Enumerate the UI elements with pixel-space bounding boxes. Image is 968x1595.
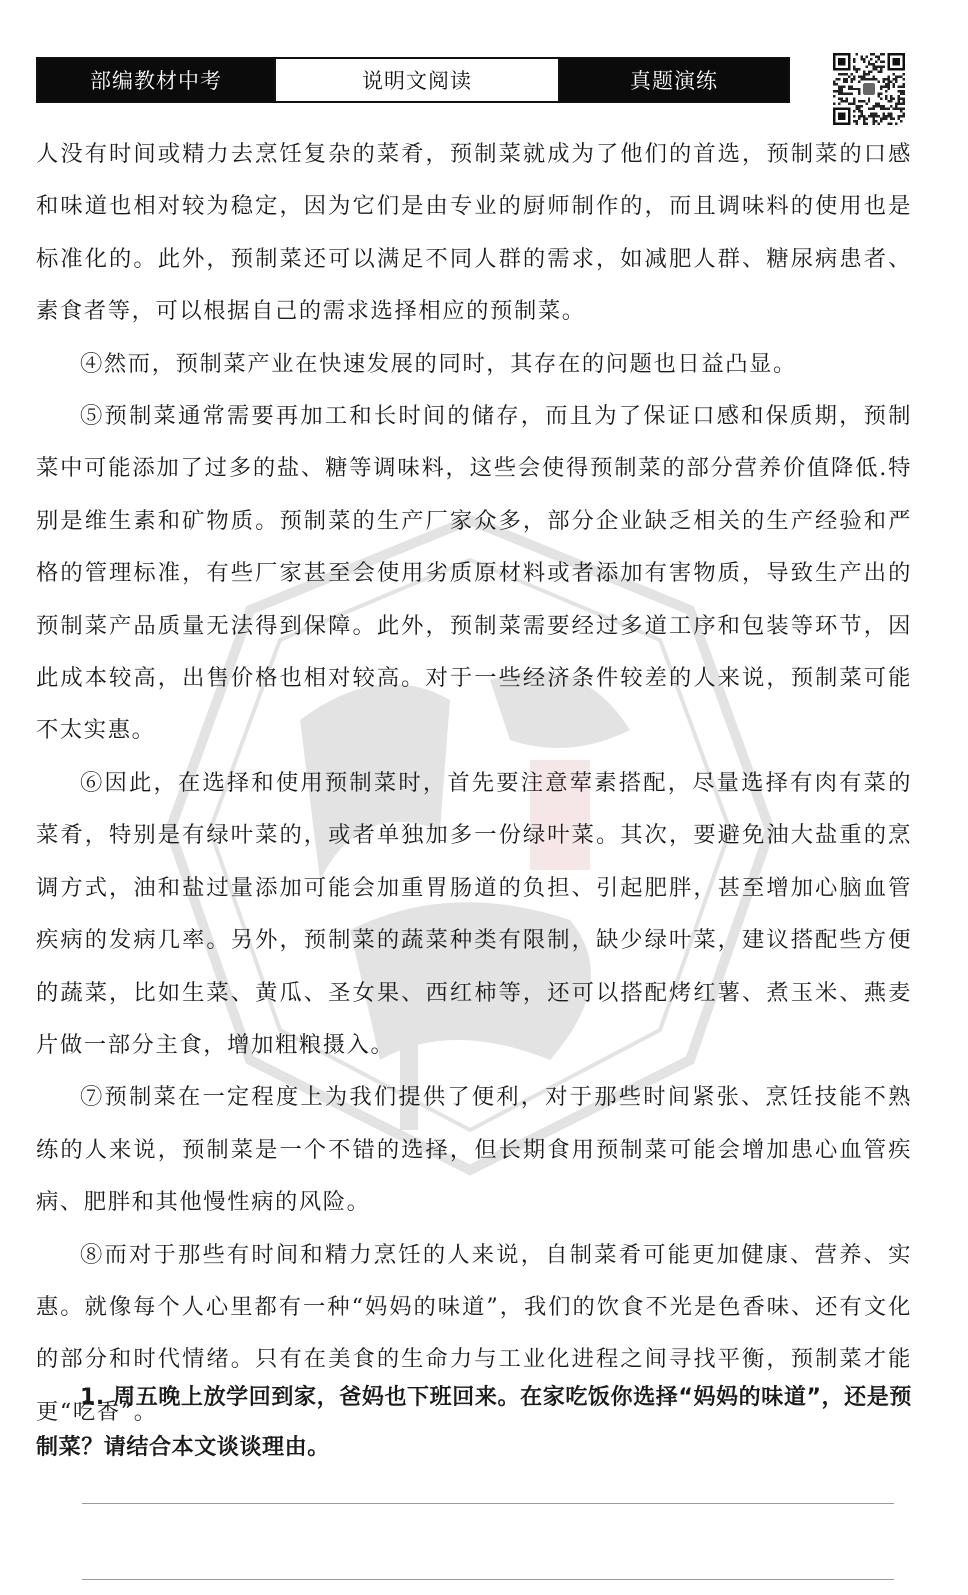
article-paragraph: ⑤预制菜通常需要再加工和长时间的储存，而且为了保证口感和保质期，预制菜中可能添加了过多的盐、糖等调味料，这些会使得预制菜的部分营养价值降低.特别是维生素和矿物质。预制菜的生产厂家众多，部分企业缺乏相关的生产经验和严格的管理标准，有些厂家甚至会使用劣质原材料或者添加有害物质，导致生产出的预制菜产品质量无法得到保障。此外，预制菜需要经过多道工序和包装等环节，因此成本较高，出售价格也相对较高。对于一些经济条件较差的人来说，预制菜可能不太实惠。 [36,403,912,744]
article-paragraph: ⑦预制菜在一定程度上为我们提供了便利，对于那些时间紧张、烹饪技能不熟练的人来说，预制菜是一个不错的选择，但长期食用预制菜可能会增加患心血管疾病、肥胖和其他慢性病的风险。 [36,1084,912,1216]
qr-code-icon [833,53,905,125]
answer-line[interactable] [82,1579,894,1580]
article-paragraph: 人没有时间或精力去烹饪复杂的菜肴，预制菜就成为了他们的首选，预制菜的口感和味道也相对较为稳定，因为它们是由专业的厨师制作的，而且调味料的使用也是标准化的。此外，预制菜还可以满足不同人群的需求，如减肥人群、糖尿病患者、素食者等，可以根据自己的需求选择相应的预制菜。 [36,141,912,325]
article-paragraph: ⑧而对于那些有时间和精力烹饪的人来说，自制菜肴可能更加健康、营养、实惠。就像每个人心里都有一种“妈妈的味道”，我们的饮食不光是色香味、还有文化的部分和时代情绪。只有在美食的生命力与工业化进程之间寻找平衡，预制菜才能更“吃香”。 [36,1241,912,1425]
answer-line[interactable] [82,1503,894,1504]
article-paragraph: ④然而，预制菜产业在快速发展的同时，其存在的问题也日益凸显。 [80,350,797,377]
article-paragraph: ⑥因此，在选择和使用预制菜时，首先要注意荤素搭配，尽量选择有肉有菜的菜肴，特别是有绿叶菜的，或者单独加多一份绿叶菜。其次，要避免油大盐重的烹调方式，油和盐过量添加可能会加重胃肠道的负担、引起肥胖，甚至增加心脑血管疾病的发病几率。另外，预制菜的蔬菜种类有限制，缺少绿叶菜，建议搭配些方便的蔬菜，比如生菜、黄瓜、圣女果、西红柿等，还可以搭配烤红薯、煮玉米、燕麦片做一部分主食，增加粗粮摄入。 [36,769,912,1058]
question-1: 1. 周五晚上放学回到家，爸妈也下班回来。在家吃饭你选择“妈妈的味道”，还是预制菜？请结合本文谈谈理由。 [36,1385,912,1460]
header-bar [36,57,790,103]
header-series-label: 部编教材中考 [38,59,274,101]
article-body [36,128,912,1438]
header-topic-label: 说明文阅读 [274,59,560,101]
header-section-label: 真题演练 [560,59,788,101]
